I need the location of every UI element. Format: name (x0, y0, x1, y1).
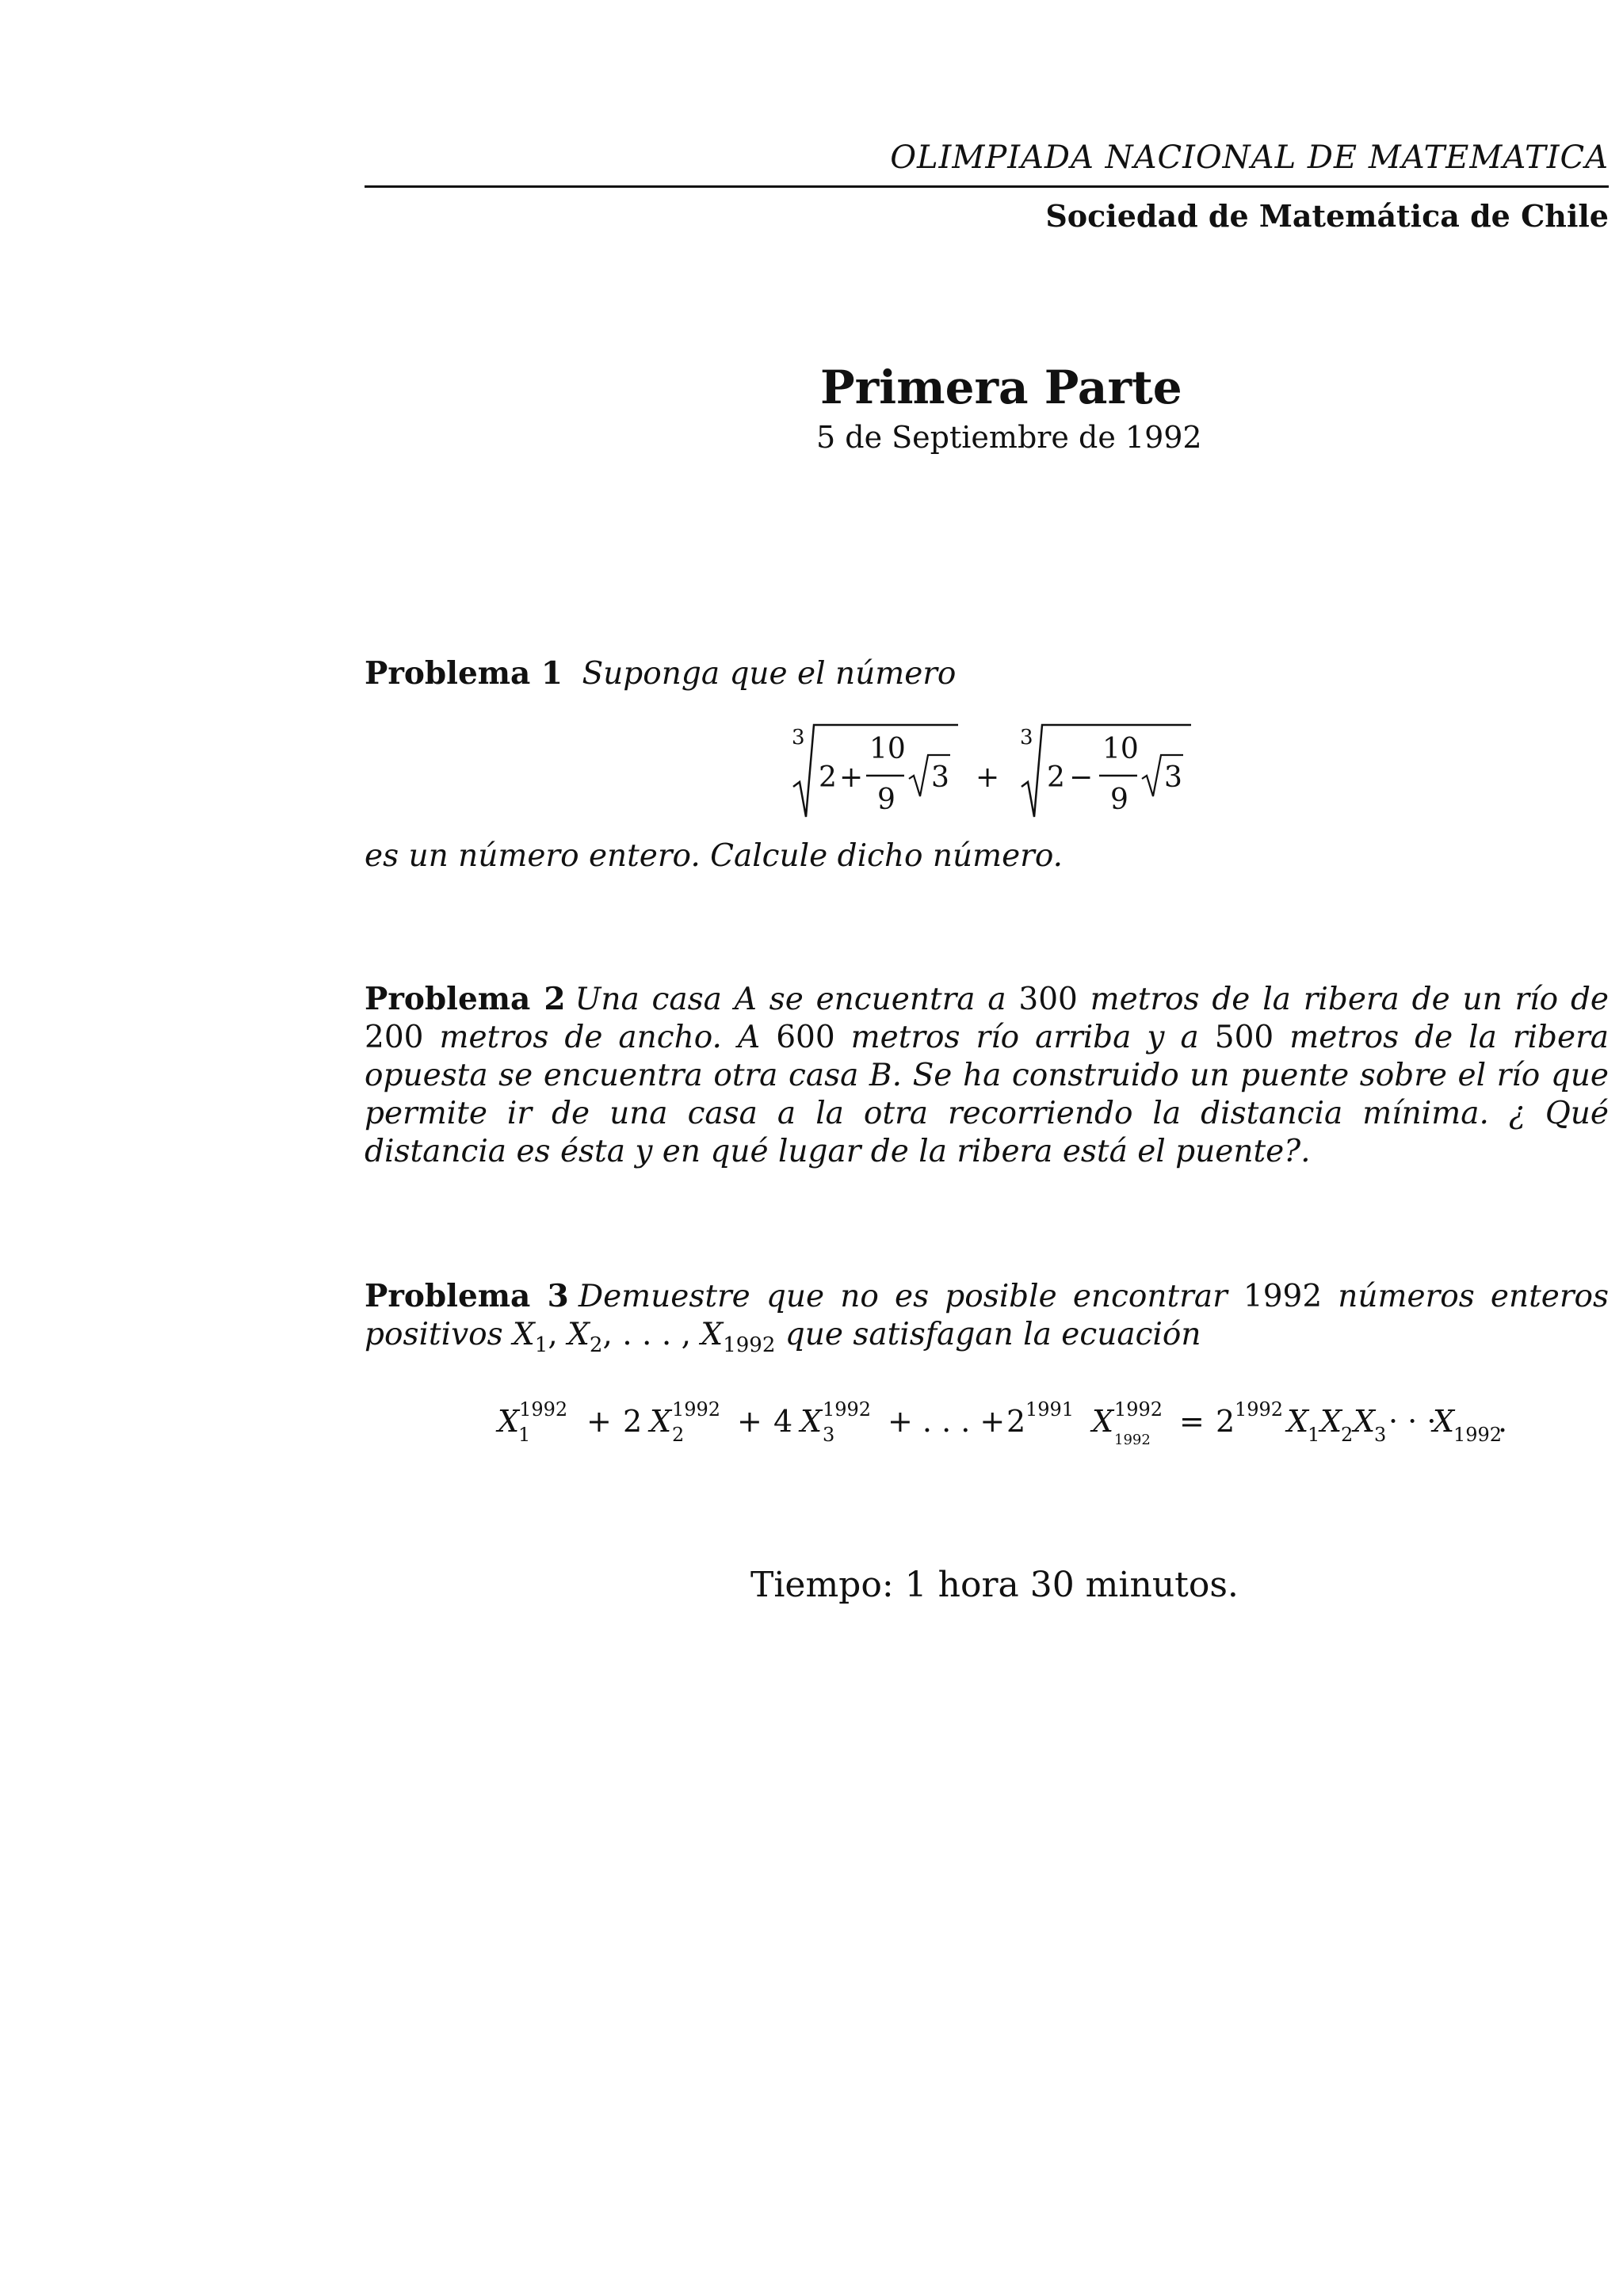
term2-const: 2 (1047, 761, 1065, 794)
section-title: Primera Parte (820, 360, 1182, 414)
section-date: 5 de Septiembre de 1992 (816, 420, 1202, 455)
problem-3-text: Demuestre que no es posible encontrar 1992 números enteros positivos $X_1$, $X_2$, . . . , $X_{1992}$ que satisfagan la ecuación (365, 1279, 1609, 1357)
problem-3-label: Problema 3 (365, 1278, 569, 1314)
frac1-den: 9 (877, 784, 896, 816)
time-limit: Tiempo: 1 hora 30 minutos. (750, 1565, 1239, 1605)
problem-1-intro (365, 654, 1609, 693)
problem-2-label: Problema 2 (365, 981, 566, 1017)
header-title: OLIMPIADA NACIONAL DE MATEMATICA (890, 139, 1609, 176)
problem-1-intro-text: Suponga que el número (582, 656, 957, 692)
frac2-den: 9 (1110, 784, 1128, 816)
problem-1-outro: es un número entero. Calcule dicho número. (365, 838, 1064, 874)
problem-1-label: Problema 1 (365, 655, 563, 692)
problem-1-formula (789, 717, 1201, 820)
term1-const: 2 (819, 761, 837, 794)
problem-2-text: Una casa A se encuentra a 300 metros de la ribera de un río de 200 metros de ancho. A 600 metros río arriba y a 500 metros de la ribera opuesta se encuentra otra casa B. Se ha construido un puente sobre el río que permite ir de una casa a la otra recorriendo la distancia mínima. ¿ Qué distancia es ésta y en qué lugar de la ribera está el puente?. (365, 982, 1609, 1169)
frac2-num: 10 (1102, 733, 1139, 765)
problem-2 (365, 980, 1609, 1171)
header-subtitle: Sociedad de Matemática de Chile (1045, 198, 1609, 234)
problem-3 (365, 1277, 1609, 1364)
problem-3-equation (491, 1383, 1522, 1454)
term2-op: − (1069, 761, 1094, 794)
equation-text: $X^{1992}$ 1 + 2 X 1992 2 + 4 X 1992 3 + . . . + 2 1991 X 1992 1992 = 2 1992 X 1 X 2 X 3 · · · X 1992 . (498, 1398, 1508, 1448)
root-index-2: 3 (1020, 726, 1033, 749)
term1-op: + (839, 761, 864, 794)
radicand-1: 3 (931, 761, 949, 794)
frac1-num: 10 (869, 733, 906, 765)
header-rule (365, 185, 1609, 188)
radicand-2: 3 (1164, 761, 1182, 794)
join-op: + (976, 761, 1000, 794)
root-index-1: 3 (792, 726, 805, 749)
